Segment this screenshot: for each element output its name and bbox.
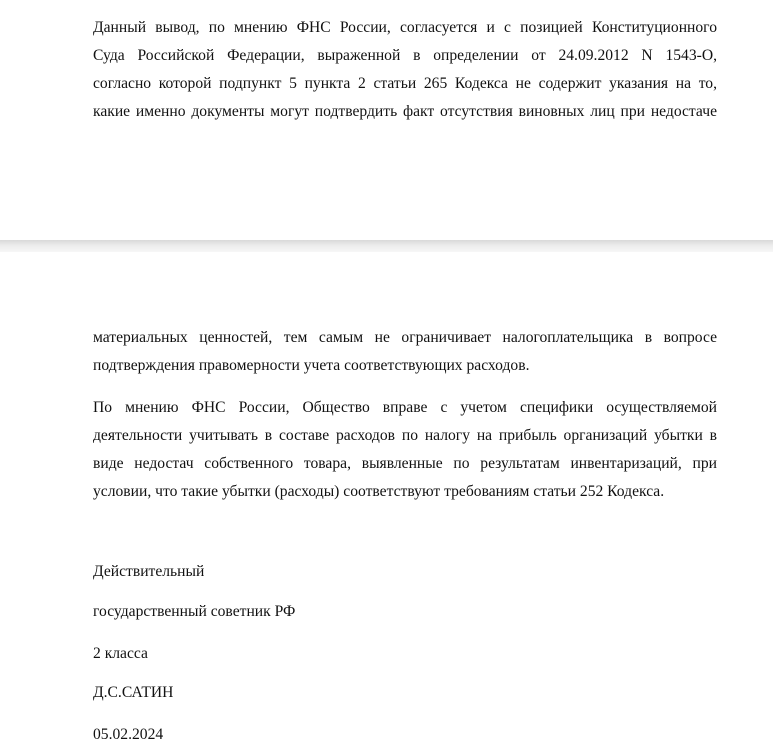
document-page-top [0, 0, 773, 240]
paragraph-line: деятельности учитывать в составе расходов по налогу на прибыль организаций убытки в [93, 427, 717, 444]
paragraph-line: какие именно документы могут подтвердить факт отсутствия виновных лиц при недостаче [93, 103, 717, 120]
signature-rank-line-3: 2 класса [93, 645, 148, 662]
signatory-name: Д.С.САТИН [93, 684, 174, 701]
document-page-bottom [0, 252, 773, 746]
paragraph-line: Данный вывод, по мнению ФНС России, согласуется и с позицией Конституционного [93, 19, 717, 36]
paragraph-line: Суда Российской Федерации, выраженной в определении от 24.09.2012 N 1543-О, [93, 47, 717, 64]
paragraph-continuation [93, 324, 717, 380]
paragraph-line: По мнению ФНС России, Общество вправе с учетом специфики осуществляемой [93, 399, 717, 416]
signature-rank-line-1: Действительный [93, 563, 205, 580]
paragraph-line: согласно которой подпункт 5 пункта 2 статьи 265 Кодекса не содержит указания на то, [93, 75, 717, 92]
paragraph-line: виде недостач собственного товара, выявленные по результатам инвентаризаций, при [93, 455, 717, 472]
paragraph-line: подтверждения правомерности учета соответствующих расходов. [93, 357, 530, 374]
page-break-divider [0, 240, 773, 252]
paragraph-line: условии, что такие убытки (расходы) соответствуют требованиям статьи 252 Кодекса. [93, 483, 665, 500]
paragraph-line: материальных ценностей, тем самым не ограничивает налогоплательщика в вопросе [93, 329, 717, 346]
paragraph-constitutional-court [93, 14, 717, 126]
signature-date: 05.02.2024 [93, 726, 164, 743]
paragraph-fns-opinion [93, 394, 717, 506]
signature-rank-line-2: государственный советник РФ [93, 603, 296, 620]
